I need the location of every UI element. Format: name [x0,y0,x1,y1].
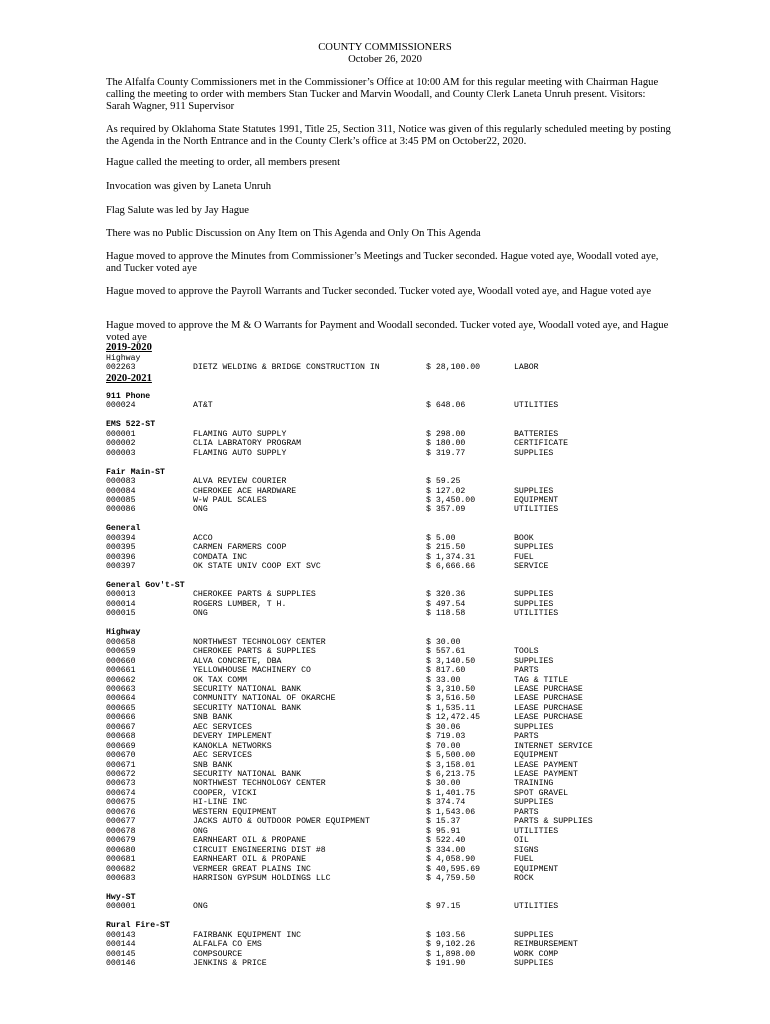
vendor-name: ALFALFA CO EMS [193,940,262,950]
meeting-date: October 26, 2020 [348,54,422,65]
warrant-row [0,713,770,722]
warrant-row [0,562,770,571]
warrant-number: 000675 [106,798,136,808]
warrant-number: 000666 [106,713,136,723]
warrant-amount: $ 95.91 [426,826,461,836]
fund-section-heading: EMS 522-ST [106,420,156,430]
warrant-amount: $ 33.00 [426,675,461,685]
warrant-number: 000145 [106,949,136,959]
warrant-number: 000394 [106,533,136,543]
warrant-amount: $ 5.00 [426,533,456,543]
warrant-number: 000144 [106,940,136,950]
warrant-number: 000085 [106,495,136,505]
vendor-name: SNB BANK [193,713,233,723]
warrant-row [0,449,770,458]
warrant-row [0,761,770,770]
warrant-purpose: TOOLS [514,647,539,657]
warrant-purpose: PARTS [514,732,539,742]
warrant-number: 000146 [106,959,136,968]
fund-section-heading: Fair Main-ST [106,467,165,477]
warrant-amount: $ 3,516.50 [426,694,476,704]
warrant-number: 000001 [106,429,136,439]
warrant-amount: $ 127.02 [426,486,466,496]
vendor-name: KANOKLA NETWORKS [193,741,272,751]
fund-section-heading: General [106,524,141,534]
warrant-number: 000024 [106,401,136,411]
warrant-amount: $ 15.37 [426,817,461,827]
warrant-amount: $ 6,213.75 [426,770,476,779]
warrant-amount: $ 648.06 [426,401,466,411]
warrant-purpose: UTILITIES [514,609,559,619]
fund-section-heading: Hwy-ST [106,892,136,902]
warrant-number: 000014 [106,599,136,609]
warrant-purpose: LEASE PURCHASE [514,684,583,694]
vendor-name: FAIRBANK EQUIPMENT INC [193,930,302,940]
warrant-number: 000143 [106,930,136,940]
warrant-number: 000001 [106,902,136,912]
warrant-amount: $ 3,158.01 [426,760,476,770]
warrant-row [0,638,770,647]
vendor-name: EARNHEART OIL & PROPANE [193,855,307,865]
vendor-name: HARRISON GYPSUM HOLDINGS LLC [193,873,331,883]
warrant-purpose: UTILITIES [514,826,559,836]
warrant-row [0,666,770,675]
fund-section-heading: Rural Fire-ST [106,921,170,931]
warrant-amount: $ 191.90 [426,959,466,968]
warrant-amount: $ 4,058.90 [426,855,476,865]
warrant-number: 000680 [106,845,136,855]
warrant-amount: $ 40,595.69 [426,864,481,874]
warrant-number: 000668 [106,732,136,742]
warrant-purpose: SUPPLIES [514,656,554,666]
warrant-number: 000661 [106,666,136,676]
warrant-number: 000084 [106,486,136,496]
warrant-row [0,685,770,694]
warrant-number: 000679 [106,836,136,846]
warrant-purpose: PARTS [514,666,539,676]
warrant-amount: $ 215.50 [426,543,466,553]
vendor-name: ROGERS LUMBER, T H. [193,599,287,609]
warrant-purpose: LEASE PAYMENT [514,760,578,770]
warrant-row [0,959,770,968]
vendor-name: CIRCUIT ENGINEERING DIST #8 [193,845,326,855]
vendor-name: ONG [193,505,208,515]
warrant-row [0,657,770,666]
warrant-row [0,827,770,836]
warrant-amount: $ 817.60 [426,666,466,676]
warrant-row [0,553,770,562]
vendor-name: OK STATE UNIV COOP EXT SVC [193,562,321,572]
vendor-name: ONG [193,826,208,836]
warrant-row [0,647,770,656]
warrant-amount: $ 30.06 [426,722,461,732]
vendor-name: FLAMING AUTO SUPPLY [193,448,287,458]
warrant-row [0,770,770,779]
warrant-amount: $ 12,472.45 [426,713,481,723]
vendor-name: COMMUNITY NATIONAL OF OKARCHE [193,694,336,704]
warrant-number: 000665 [106,703,136,713]
warrant-number: 000678 [106,826,136,836]
fiscal-year-heading: 2019-2020 [106,342,152,353]
warrant-purpose: SUPPLIES [514,448,554,458]
warrant-row [0,496,770,505]
warrant-amount: $ 9,102.26 [426,940,476,950]
warrant-number: 000658 [106,637,136,647]
warrant-amount: $ 1,898.00 [426,949,476,959]
warrant-number: 000667 [106,722,136,732]
warrant-number: 000669 [106,741,136,751]
warrant-row [0,817,770,826]
vendor-name: YELLOWHOUSE MACHINERY CO [193,666,311,676]
warrant-number: 000664 [106,694,136,704]
warrant-purpose: BATTERIES [514,429,559,439]
warrant-row [0,846,770,855]
warrant-row [0,902,770,911]
vendor-name: JACKS AUTO & OUTDOOR POWER EQUIPMENT [193,817,370,827]
warrant-row [0,704,770,713]
warrant-row [0,609,770,618]
fund-section-heading: Highway [106,628,141,638]
vendor-name: W-W PAUL SCALES [193,495,267,505]
warrant-number: 000676 [106,807,136,817]
paragraph-call-to-order: Hague called the meeting to order, all members present [106,157,341,168]
warrant-amount: $ 557.61 [426,647,466,657]
warrant-purpose: BOOK [514,533,534,543]
warrant-amount: $ 97.15 [426,902,461,912]
warrant-purpose: REIMBURSEMENT [514,940,578,950]
warrant-row [0,808,770,817]
warrant-purpose: UTILITIES [514,505,559,515]
warrant-amount: $ 334.00 [426,845,466,855]
warrant-row [0,590,770,599]
paragraph-invocation: Invocation was given by Laneta Unruh [106,181,272,192]
warrant-purpose: SUPPLIES [514,486,554,496]
warrant-amount: $ 497.54 [426,599,466,609]
warrant-amount: $ 5,500.00 [426,751,476,761]
vendor-name: CLIA LABRATORY PROGRAM [193,439,302,449]
warrant-number: 000673 [106,779,136,789]
warrant-amount: $ 1,374.31 [426,552,476,562]
warrant-purpose: SUPPLIES [514,798,554,808]
warrant-amount: $ 1,535.11 [426,703,476,713]
warrant-number: 000682 [106,864,136,874]
warrant-purpose: SUPPLIES [514,599,554,609]
paragraph-payroll-motion: Hague moved to approve the Payroll Warrants and Tucker seconded. Tucker voted aye, Woodall voted aye, and Hague voted aye [106,286,652,297]
warrant-row [0,505,770,514]
vendor-name: DEVERY IMPLEMENT [193,732,272,742]
vendor-name: AT&T [193,401,213,411]
warrant-number: 000663 [106,684,136,694]
warrant-purpose: SUPPLIES [514,590,554,600]
warrant-number: 000672 [106,770,136,779]
warrant-row [0,543,770,552]
warrant-purpose: LEASE PURCHASE [514,703,583,713]
vendor-name: CHEROKEE PARTS & SUPPLIES [193,647,316,657]
warrant-amount: $ 320.36 [426,590,466,600]
vendor-name: CHEROKEE PARTS & SUPPLIES [193,590,316,600]
warrant-purpose: SUPPLIES [514,722,554,732]
warrant-number: 000395 [106,543,136,553]
vendor-name: AEC SERVICES [193,722,252,732]
warrant-amount: $ 70.00 [426,741,461,751]
warrant-amount: $ 319.77 [426,448,466,458]
fiscal-year-heading: 2020-2021 [106,373,152,384]
warrant-purpose: INTERNET SERVICE [514,741,593,751]
warrant-row [0,836,770,845]
warrant-row [0,931,770,940]
warrant-number: 000660 [106,656,136,666]
warrant-row [0,789,770,798]
vendor-name: COMDATA INC [193,552,248,562]
warrant-row [0,534,770,543]
warrant-amount: $ 1,401.75 [426,788,476,798]
warrant-purpose: SUPPLIES [514,543,554,553]
warrant-purpose: PARTS [514,807,539,817]
warrant-row [0,439,770,448]
vendor-name: NORTHWEST TECHNOLOGY CENTER [193,779,326,789]
warrant-row [0,430,770,439]
warrant-number: 000015 [106,609,136,619]
warrant-row [0,742,770,751]
warrant-row [0,676,770,685]
warrant-amount: $ 180.00 [426,439,466,449]
warrant-purpose: UTILITIES [514,902,559,912]
warrant-purpose: TAG & TITLE [514,675,569,685]
vendor-name: COMPSOURCE [193,949,243,959]
warrant-amount: $ 1,543.06 [426,807,476,817]
warrant-purpose: EQUIPMENT [514,495,559,505]
vendor-name: FLAMING AUTO SUPPLY [193,429,287,439]
warrant-amount: $ 357.09 [426,505,466,515]
vendor-name: NORTHWEST TECHNOLOGY CENTER [193,637,326,647]
vendor-name: COOPER, VICKI [193,788,257,798]
warrant-row [0,779,770,788]
warrant-row [0,363,770,372]
warrant-row [0,940,770,949]
warrant-purpose: OIL [514,836,529,846]
vendor-name: JENKINS & PRICE [193,959,267,968]
warrant-purpose: LEASE PURCHASE [514,694,583,704]
warrant-purpose: FUEL [514,552,534,562]
vendor-name: ALVA CONCRETE, DBA [193,656,282,666]
vendor-name: WESTERN EQUIPMENT [193,807,277,817]
vendor-name: CHEROKEE ACE HARDWARE [193,486,297,496]
vendor-name: SECURITY NATIONAL BANK [193,770,302,779]
warrant-amount: $ 59.25 [426,477,461,487]
warrant-purpose: FUEL [514,855,534,865]
warrant-number: 000674 [106,788,136,798]
vendor-name: AEC SERVICES [193,751,252,761]
warrant-purpose: LEASE PURCHASE [514,713,583,723]
warrant-row [0,723,770,732]
warrant-number: 000659 [106,647,136,657]
warrant-number: 000677 [106,817,136,827]
warrant-purpose: LABOR [514,363,539,372]
warrant-row [0,732,770,741]
warrant-purpose: EQUIPMENT [514,751,559,761]
warrant-number: 002263 [106,363,136,372]
warrant-number: 000681 [106,855,136,865]
warrant-number: 000083 [106,477,136,487]
warrant-row [0,694,770,703]
warrant-amount: $ 522.40 [426,836,466,846]
vendor-name: SECURITY NATIONAL BANK [193,703,302,713]
warrant-row [0,865,770,874]
warrant-row [0,855,770,864]
warrant-amount: $ 4,759.50 [426,873,476,883]
vendor-name: SNB BANK [193,760,233,770]
warrant-purpose: EQUIPMENT [514,864,559,874]
fund-section-heading: General Gov't-ST [106,581,185,590]
vendor-name: CARMEN FARMERS COOP [193,543,287,553]
fund-label: Highway [106,354,141,363]
warrant-purpose: CERTIFICATE [514,439,569,449]
vendor-name: ONG [193,609,208,619]
vendor-name: HI-LINE INC [193,798,248,808]
warrant-number: 000397 [106,562,136,572]
document-title: COUNTY COMMISSIONERS [318,42,452,53]
warrant-amount: $ 103.56 [426,930,466,940]
vendor-name: DIETZ WELDING & BRIDGE CONSTRUCTION IN [193,363,380,372]
warrant-row [0,950,770,959]
vendor-name: SECURITY NATIONAL BANK [193,684,302,694]
warrant-amount: $ 30.00 [426,779,461,789]
warrant-number: 000670 [106,751,136,761]
warrant-row [0,798,770,807]
vendor-name: ALVA REVIEW COURIER [193,477,287,487]
warrant-number: 000396 [106,552,136,562]
warrant-number: 000671 [106,760,136,770]
warrant-row [0,477,770,486]
vendor-name: OK TAX COMM [193,675,248,685]
warrant-amount: $ 3,140.50 [426,656,476,666]
paragraph-minutes-motion: Hague moved to approve the Minutes from Commissioner’s Meetings and Tucker seconded. Hague voted aye, Woodall voted aye, and Tucker voted aye [106,251,659,274]
vendor-name: VERMEER GREAT PLAINS INC [193,864,311,874]
warrant-number: 000662 [106,675,136,685]
warrant-amount: $ 30.00 [426,637,461,647]
paragraph-notice: As required by Oklahoma State Statutes 1991, Title 25, Section 311, Notice was given of this regularly scheduled meeting by posting the Agenda in the North Entrance and in the County Clerk’s office at 3:45 PM on October22, 2020. [106,124,671,147]
warrant-purpose: LEASE PAYMENT [514,770,578,779]
warrant-purpose: SPOT GRAVEL [514,788,569,798]
warrant-row [0,751,770,760]
warrant-purpose: SIGNS [514,845,539,855]
warrant-purpose: SUPPLIES [514,930,554,940]
paragraph-flag-salute: Flag Salute was led by Jay Hague [106,205,249,216]
warrant-amount: $ 298.00 [426,429,466,439]
warrant-row [0,487,770,496]
warrant-number: 000013 [106,590,136,600]
warrant-amount: $ 118.58 [426,609,466,619]
warrant-row [0,874,770,883]
warrant-purpose: SUPPLIES [514,959,554,968]
warrant-number: 000003 [106,448,136,458]
vendor-name: ONG [193,902,208,912]
warrant-row [0,600,770,609]
warrant-number: 000002 [106,439,136,449]
fund-section-heading: 911 Phone [106,392,151,401]
warrant-amount: $ 3,310.50 [426,684,476,694]
warrant-row [0,401,770,410]
warrant-purpose: TRAINING [514,779,554,789]
document-header [0,42,770,66]
warrant-purpose: WORK COMP [514,949,559,959]
warrant-amount: $ 6,666.66 [426,562,476,572]
warrant-purpose: UTILITIES [514,401,559,411]
warrant-number: 000683 [106,873,136,883]
paragraph-public-discussion: There was no Public Discussion on Any Item on This Agenda and Only On This Agenda [106,228,481,239]
warrant-purpose: SERVICE [514,562,549,572]
warrant-purpose: PARTS & SUPPLIES [514,817,593,827]
warrant-purpose: ROCK [514,873,534,883]
warrant-number: 000086 [106,505,136,515]
warrant-amount: $ 374.74 [426,798,466,808]
warrant-amount: $ 719.03 [426,732,466,742]
warrant-amount: $ 28,100.00 [426,363,481,372]
paragraph-mo-warrants-motion: Hague moved to approve the M & O Warrants for Payment and Woodall seconded. Tucker voted aye, Woodall voted aye, and Hague voted aye [106,320,669,343]
warrant-amount: $ 3,450.00 [426,495,476,505]
vendor-name: EARNHEART OIL & PROPANE [193,836,307,846]
paragraph-attendance: The Alfalfa County Commissioners met in the Commissioner’s Office at 10:00 AM for this regular meeting with Chairman Hague calling the meeting to order with members Stan Tucker and Marvin Woodall, and County Clerk Laneta Unruh present. Visitors: Sarah Wagner, 911 Supervisor [106,77,659,112]
vendor-name: ACCO [193,533,213,543]
